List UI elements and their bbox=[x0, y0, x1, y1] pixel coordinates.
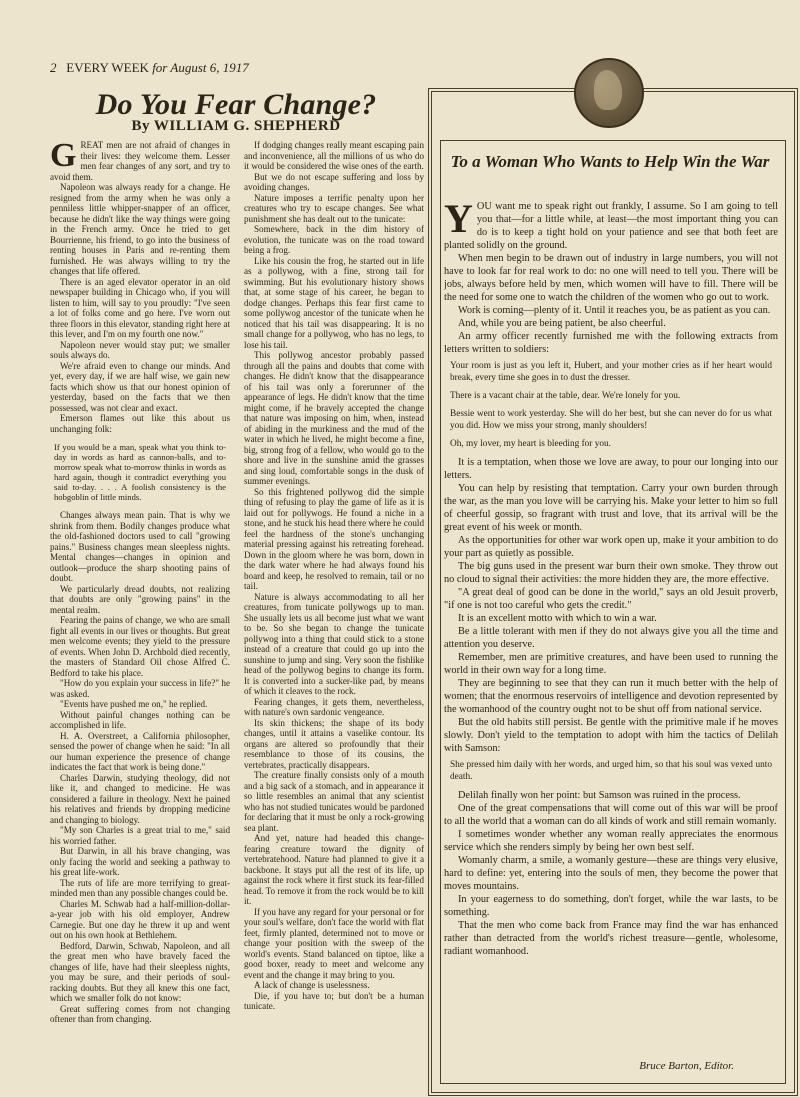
editorial-signature: Bruce Barton, Editor. bbox=[639, 1060, 734, 1072]
article-lead-text: REAT men are not afraid of changes in their lives: they welcome them. Lesser men fear changes of any sort, and try to avoid them. bbox=[50, 140, 230, 182]
article-paragraph: Nature imposes a terrific penalty upon her creatures who try to escape changes. See what punishment she has dealt out to the tunicate: bbox=[244, 192, 424, 224]
editorial-paragraph: In your eagerness to do something, don't forget, while the war lasts, to be something. bbox=[444, 894, 778, 918]
editorial-paragraph: "A great deal of good can be done in the world," says an old Jesuit proverb, "if one is not too careful who gets the credit." bbox=[444, 587, 778, 611]
article-paragraph: Fearing changes, it gets them, nevertheless, with nature's own sardonic vengeance. bbox=[244, 696, 424, 717]
article-paragraph: Great suffering comes from not changing oftener than from changing. bbox=[50, 1003, 230, 1024]
letter-extract: Bessie went to work yesterday. She will do her best, but she can never do for us what you did. How we miss your strong, manly shoulders! bbox=[450, 409, 772, 431]
editorial-paragraph: It is a temptation, when those we love are away, to pour our longing into our letters. bbox=[444, 457, 778, 481]
editorial-paragraph: An army officer recently furnished me with the following extracts from letters written to soldiers: bbox=[444, 331, 778, 355]
article-paragraph: Without painful changes nothing can be accomplished in life. bbox=[50, 709, 230, 730]
article-paragraph: And yet, nature had headed this change-fearing creature toward the dignity of vertebratehood. Nature had planned to give it a backbone. It stays put all the rest of its life, up against the rock where it first stuck its fear-filled head. To remove it from the rock would be to kill it. bbox=[244, 833, 424, 906]
article-paragraph: If you have any regard for your personal or for your soul's welfare, don't face the world with flat feet, firmly planted, determined not to move or change your position with the sweep of the world's events. Stand balanced on tiptoe, like a good boxer, ready to meet and welcome any event and the change it may bring to you. bbox=[244, 906, 424, 980]
article-paragraph: There is an aged elevator operator in an old newspaper building in Chicago who, if you will listen to him, will say to you proudly: "I've seen a lot of folks come and go here. I've worn out three floors in this elevator, standing right here at this lever, and I'm on my fourth one now." bbox=[50, 276, 230, 339]
article-paragraph: Napoleon never would stay put; we smaller souls always do. bbox=[50, 339, 230, 360]
article-paragraph: "How do you explain your success in life?" he was asked. bbox=[50, 678, 230, 699]
article-paragraph: If dodging changes really meant escaping pain and inconvenience, all the millions of us who do it would be considered the wise ones of the earth. bbox=[244, 140, 424, 171]
article-paragraph: Nature is always accommodating to all her creatures, from tunicate pollywogs up to man. She usually lets us all become just what we want to be. So she began to change the tunicate pollywog into a thing that could stick to a stone instead of a creature that could go up into the sunshine to jump and sing. Very soon the fishlike head of the pollywog begins to change its form. It is converted into a sucker-like pad, by means of which it cleaves to the rock. bbox=[244, 591, 424, 696]
article-paragraph: Charles Darwin, studying theology, did not like it, and changed to medicine. He was considered a failure in theology. Next he pained his relatives and friends by dropping medicine and changing to biology. bbox=[50, 772, 230, 825]
article-paragraph: A lack of change is uselessness. bbox=[254, 980, 370, 990]
portrait-face bbox=[594, 70, 622, 110]
editorial-paragraph: Remember, men are primitive creatures, and have been used to running the world in their own way for a long time. bbox=[444, 652, 778, 676]
editorial-paragraph: I sometimes wonder whether any woman really appreciates the enormous service which she renders simply by being her own best self. bbox=[444, 829, 778, 853]
samson-quote: She pressed him daily with her words, and urged him, so that his soul was vexed unto death. bbox=[450, 760, 772, 782]
publication-name: EVERY WEEK bbox=[66, 60, 149, 75]
editorial-lead-text: OU want me to speak right out frankly, I assume. So I am going to tell you that—for a little while, at least—the most important thing you can do is to keep a tight hold on your patience and see that both feet are planted solidly on the ground. bbox=[444, 201, 778, 251]
editorial-paragraph: They are beginning to see that they can run it much better with the help of women; that the enormous reservoirs of intelligence and devotion represented by the womanhood of the country ought not to be shut off from national service. bbox=[444, 678, 778, 715]
letter-extract: Your room is just as you left it, Hubert, and your mother cries as if her heart would break, every time she goes in to dust the dresser. bbox=[450, 361, 772, 383]
article-paragraph: Its skin thickens; the shape of its body changes, until it attains a vaselike contour. Its organs are altered so profoundly that their resemblance to those of its cousins, the vertebrates, practically disappears. bbox=[244, 717, 424, 770]
editorial-paragraph: But the old habits still persist. Be gentle with the primitive male if he moves slowly. Don't yield to the temptation to adopt with him the tactics of Delilah with Samson: bbox=[444, 717, 778, 754]
editorial-paragraph: You can help by resisting that temptation. Carry your own burden through the war, as the man you love will be carrying his. Make your letter to him so full of cheerful gossip, so fragrant with trust and love, that its arrival will be the great event of his week or month. bbox=[444, 483, 778, 533]
article-paragraph: Fearing the pains of change, we who are small fight all events in our lives or thoughts. But great men welcome events; they yield to the pressure of events. When John D. Archbold died recently, the masters of Standard Oil chose Alfred C. Bedford to take his place. bbox=[50, 615, 230, 678]
article-paragraph: "Events have pushed me on," he replied. bbox=[60, 699, 208, 709]
article-column-1 bbox=[50, 140, 230, 1090]
article-paragraph: H. A. Overstreet, a California philosopher, sensed the power of change when he said: "In all our human experience the presence of change indicates the fact that work is being done." bbox=[50, 730, 230, 772]
editorial-paragraph: Womanly charm, a smile, a womanly gesture—these are things very elusive, hard to define: yet, entering into the souls of men, they become the power that moves mountains. bbox=[444, 855, 778, 892]
editorial-paragraph: One of the great compensations that will come out of this war will be proof to all the world that a woman can do all kinds of work and still remain womanly. bbox=[444, 803, 778, 827]
editorial-paragraph: When men begin to be drawn out of industry in large numbers, you will not have to look far for real work to do: no one will need to tell you. There will be jobs, always before held by men, which women will have to fill. There will be the need for some one to watch the children of the women who go out to work. bbox=[444, 253, 778, 303]
editorial-dropcap: Y bbox=[444, 200, 473, 241]
editorial-paragraph bbox=[444, 200, 778, 252]
editorial-paragraph: It is an excellent motto with which to win a war. bbox=[458, 613, 657, 624]
editorial-title: To a Woman Who Wants to Help Win the War bbox=[450, 152, 770, 171]
article-paragraph: So this frightened pollywog did the simple thing of refusing to play the game of life as it is laid out for pollywogs. He found a niche in a stone, and he stuck his head there where he could feel the hardness of the stone's unchanging material pressing against his retreating forehead. Down in the gloom where he was born, down in the dark water where he had always found his board and keep, he resolved to remain, tail or no tail. bbox=[244, 486, 424, 591]
article-paragraph: Like his cousin the frog, he started out in life as a pollywog, with a fine, strong tail for swimming. But his evolutionary history shows that, at some stage of his career, he began to dodge changes. Perhaps this fear first came to some pollywog ancestor of the tunicate when he noticed that his tail was disappearing. It is no small change for a pollywog, who has no legs, to lose his tail. bbox=[244, 255, 424, 350]
editorial-paragraph: Be a little tolerant with men if they do not always give you all the time and attention you deserve. bbox=[444, 626, 778, 650]
portrait-medallion-icon bbox=[574, 58, 644, 128]
article-title: Do You Fear Change? bbox=[95, 88, 377, 121]
issue-date: for August 6, 1917 bbox=[152, 60, 249, 75]
article-paragraph: The ruts of life are more terrifying to great-minded men than any possible changes could be. bbox=[50, 877, 230, 898]
article-paragraph: But we do not escape suffering and loss by avoiding changes. bbox=[244, 171, 424, 192]
letter-extract: Oh, my lover, my heart is bleeding for you. bbox=[450, 439, 611, 449]
editorial-paragraph: The big guns used in the present war burn their own smoke. They throw out no cloud to signal their activities: the more hidden they are, the more effective. bbox=[444, 561, 778, 585]
article-paragraph: Bedford, Darwin, Schwab, Napoleon, and all the great men who have bravely faced the changes of life, have had their sleepless nights, you may be sure, and their periods of soul-racking doubts. But they all knew this one fact, which we smaller folk do not know: bbox=[50, 940, 230, 1003]
article-paragraph: The creature finally consists only of a mouth and a big sack of a stomach, and in appearance it so little resembles an animal that any scientist who has not studied tunicates would be pardoned for declaring that it must be only a rock-growing sea plant. bbox=[244, 770, 424, 833]
article-paragraph: Somewhere, back in the dim history of evolution, the tunicate was on the road toward being a frog. bbox=[244, 224, 424, 255]
letter-extract: There is a vacant chair at the table, dear. We're lonely for you. bbox=[450, 391, 681, 401]
article-paragraph: Charles M. Schwab had a half-million-dollar-a-year job with his old employer, Andrew Carnegie. But one day he threw it up and went out on his own hook at Bethlehem. bbox=[50, 898, 230, 940]
editorial-paragraph: Work is coming—plenty of it. Until it reaches you, be as patient as you can. bbox=[458, 305, 771, 316]
editorial-paragraph: As the opportunities for other war work open up, make it your ambition to do your part as quietly as possible. bbox=[444, 535, 778, 559]
article-paragraph: We particularly dread doubts, not realizing that doubts are only "growing pains" in the mental realm. bbox=[50, 583, 230, 615]
article-paragraph: This pollywog ancestor probably passed through all the pains and doubts that come with changes. He didn't know that the disappearance of his tail was only a forerunner of the appearance of legs. He didn't know that the time might come, if he bravely accepted the change that nature was imposing on him, when, instead of abiding in the murkiness and the mud of the water in which he lived, he might become a fine, big, strong frog of a fellow, who would go to the shore and live in the sunshine amid the grasses and sing loud, comfortable songs in the dusk of summer evenings. bbox=[244, 350, 424, 486]
article-paragraph: Changes always mean pain. That is why we shrink from them. Bodily changes produce what the old-fashioned doctors used to call "growing pains." Business changes mean sleepless nights. Mental changes—changes in opinion and outlook—produce the sharp shooting pains of doubt. bbox=[50, 510, 230, 583]
article-paragraph: Die, if you have to; but don't be a human tunicate. bbox=[244, 990, 424, 1011]
emerson-quote: If you would be a man, speak what you think to-day in words as hard as cannon-balls, and to-morrow speak what to-morrow thinks in words as hard again, though it contradict everything you said to-day. . . . A foolish consistency is the hobgoblin of little minds. bbox=[54, 442, 226, 502]
article-column-2 bbox=[244, 140, 424, 1090]
editorial-body bbox=[444, 200, 778, 1070]
article-paragraph: Emerson flames out like this about us unchanging folk: bbox=[50, 413, 230, 434]
article-byline: By WILLIAM G. SHEPHERD bbox=[131, 118, 341, 134]
page-number: 2 bbox=[50, 60, 57, 75]
article-dropcap: G bbox=[50, 140, 77, 174]
article-paragraph bbox=[50, 140, 230, 182]
editorial-paragraph: Delilah finally won her point: but Samson was ruined in the process. bbox=[458, 790, 741, 801]
article-paragraph: We're afraid even to change our minds. And yet, every day, if we are half wise, we gain new facts which show us that our honest opinion of yesterday, based on the facts that we then possessed, was not clear and exact. bbox=[50, 360, 230, 413]
article-paragraph: Napoleon was always ready for a change. He resigned from the army when he was only a penniless little whipper-snapper of an officer, because he didn't like the way things were going in the French army. Once he tried to get Bourrienne, his friend, to go into the business of renting houses in Paris and re-renting them furnished. He was always willing to try the changes that life offered. bbox=[50, 182, 230, 276]
page-header bbox=[50, 60, 249, 76]
article-paragraph: "My son Charles is a great trial to me," said his worried father. bbox=[50, 825, 230, 846]
editorial-paragraph: That the men who come back from France may find the war has enhanced rather than detracted from the world's richest treasure—gentle, wholesome, radiant womanhood. bbox=[444, 920, 778, 957]
editorial-paragraph: And, while you are being patient, be also cheerful. bbox=[458, 318, 666, 329]
article-paragraph: But Darwin, in all his brave changing, was only facing the world and seeking a pathway to his great life-work. bbox=[50, 846, 230, 877]
